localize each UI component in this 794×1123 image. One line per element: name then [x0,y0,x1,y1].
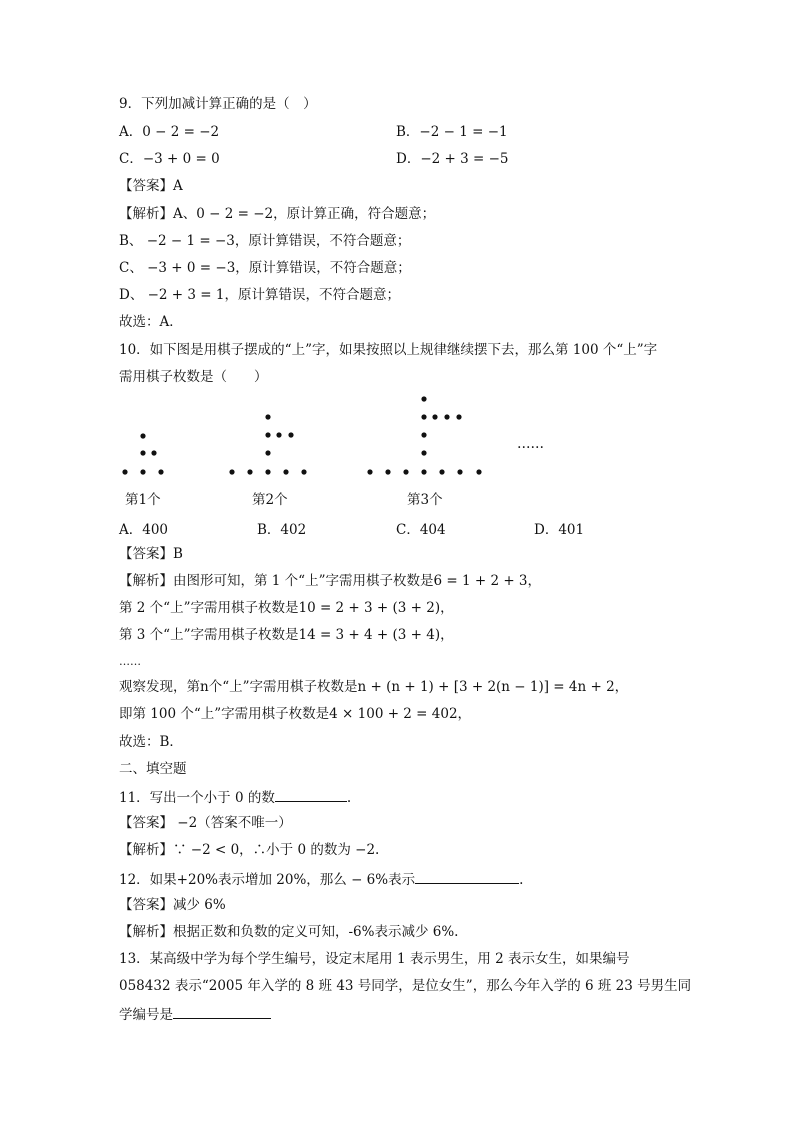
chess-piece [265,414,270,419]
q10-option-a: A．400 [119,522,169,538]
figure-label-3: 第3个 [407,492,443,508]
chess-piece [476,469,481,474]
chess-piece [444,414,449,419]
chess-piece [265,469,270,474]
chess-piece [122,469,127,474]
q12-stem [119,869,523,889]
q10-stem-line1: 10．如下图是用棋子摆成的“上”字，如果按照以上规律继续摆下去，那么第 100 个“上”字 [119,342,658,358]
q10-analysis-line: 第 3 个“上”字需用棋子枚数是14 = 3 + 4 + (3 + 4)， [119,627,454,643]
q10-analysis-line: 第 2 个“上”字需用棋子枚数是10 = 2 + 3 + (3 + 2)， [119,600,454,616]
q13-stem-line2: 058432 表示“2005 年入学的 8 班 43 号同学，是位女生”，那么今年入学的 6 班 23 号男生同 [119,978,692,994]
chess-dots-svg [115,392,555,488]
chess-piece [283,469,288,474]
q9-stem: 9．下列加减计算正确的是（ ） [119,96,317,112]
chess-piece [421,450,426,455]
q10-analysis-line: 观察发现，第n个“上”字需用棋子枚数是n + (n + 1) + [3 + 2(n − 1)] = 4n + 2， [119,679,629,695]
q10-stem-line2: 需用棋子枚数是（ ） [119,369,268,385]
q9-option-d: D．−2 + 3 = −5 [396,151,509,167]
chess-piece [265,450,270,455]
chess-piece [140,469,145,474]
chess-piece [421,469,426,474]
chess-piece [421,414,426,419]
q12-stem-text: 12．如果+20%表示增加 20%，那么 − 6%表示 [119,872,416,888]
chess-piece [151,450,156,455]
chess-piece [456,414,461,419]
q10-option-c: C．404 [396,522,446,538]
chess-piece [140,450,145,455]
figure-ellipsis: …… [517,436,544,452]
chess-piece [265,432,270,437]
figure-label-1: 第1个 [125,492,161,508]
q12-stem-end: . [519,872,524,888]
q9-answer: 【答案】A [119,178,183,194]
q9-analysis-line: 故选：A． [119,314,183,330]
q9-option-c: C．−3 + 0 = 0 [119,151,220,167]
chess-piece [158,469,163,474]
q11-stem-text: 11．写出一个小于 0 的数 [119,790,275,806]
q10-option-b: B．402 [257,522,307,538]
chess-piece [421,432,426,437]
chess-piece [439,469,444,474]
chess-piece [457,469,462,474]
q13-stem-line1: 13．某高级中学为每个学生编号，设定末尾用 1 表示男生，用 2 表示女生，如果编号 [119,951,630,967]
chess-piece [247,469,252,474]
q13-stem-text: 学编号是 [119,1007,173,1023]
figure-label-2: 第2个 [252,492,288,508]
q13-stem-line3 [119,1004,271,1024]
q9-option-b: B．−2 − 1 = −1 [396,124,508,140]
chess-piece [421,396,426,401]
q11-stem-end: . [346,790,352,806]
q10-answer: 【答案】B [119,546,183,562]
q9-analysis-line: B、 −2 − 1 = −3，原计算错误，不符合题意； [119,233,411,249]
chess-piece [140,433,145,438]
q9-analysis-line: C、 −3 + 0 = −3，原计算错误，不符合题意； [119,260,411,276]
chess-piece [385,469,390,474]
chess-piece [288,432,293,437]
q10-option-d: D．401 [534,522,585,538]
q11-answer-blank[interactable] [275,787,347,802]
q10-analysis-line: 【解析】由图形可知，第 1 个“上”字需用棋子枚数是6 = 1 + 2 + 3， [119,573,542,589]
q12-answer: 【答案】减少 6% [119,897,226,913]
chess-piece [403,469,408,474]
q12-answer-blank[interactable] [415,869,519,884]
chess-pattern-figure [115,392,555,510]
chess-piece [432,414,437,419]
q11-analysis: 【解析】∵ −2 < 0，∴小于 0 的数为 −2. [119,842,380,858]
chess-piece [229,469,234,474]
q9-analysis-line: D、 −2 + 3 = 1，原计算错误，不符合题意； [119,287,400,303]
section-heading: 二、填空题 [119,761,187,777]
chess-piece [301,469,306,474]
q10-analysis-line: 故选：B． [119,734,183,750]
chess-piece [367,469,372,474]
q11-stem [119,787,351,807]
chess-piece [276,432,281,437]
q9-option-a: A．0 − 2 = −2 [119,124,220,140]
q11-answer: 【答案】 −2（答案不唯一） [119,815,292,831]
q9-analysis-line: 【解析】A、0 − 2 = −2，原计算正确，符合题意； [119,206,436,222]
q13-answer-blank[interactable] [173,1004,271,1019]
q10-analysis-line: 即第 100 个“上”字需用棋子枚数是4 × 100 + 2 = 402， [119,706,472,722]
q10-analysis-ellipsis: …… [119,655,141,668]
q12-analysis: 【解析】根据正数和负数的定义可知，-6%表示减少 6%. [119,924,459,940]
